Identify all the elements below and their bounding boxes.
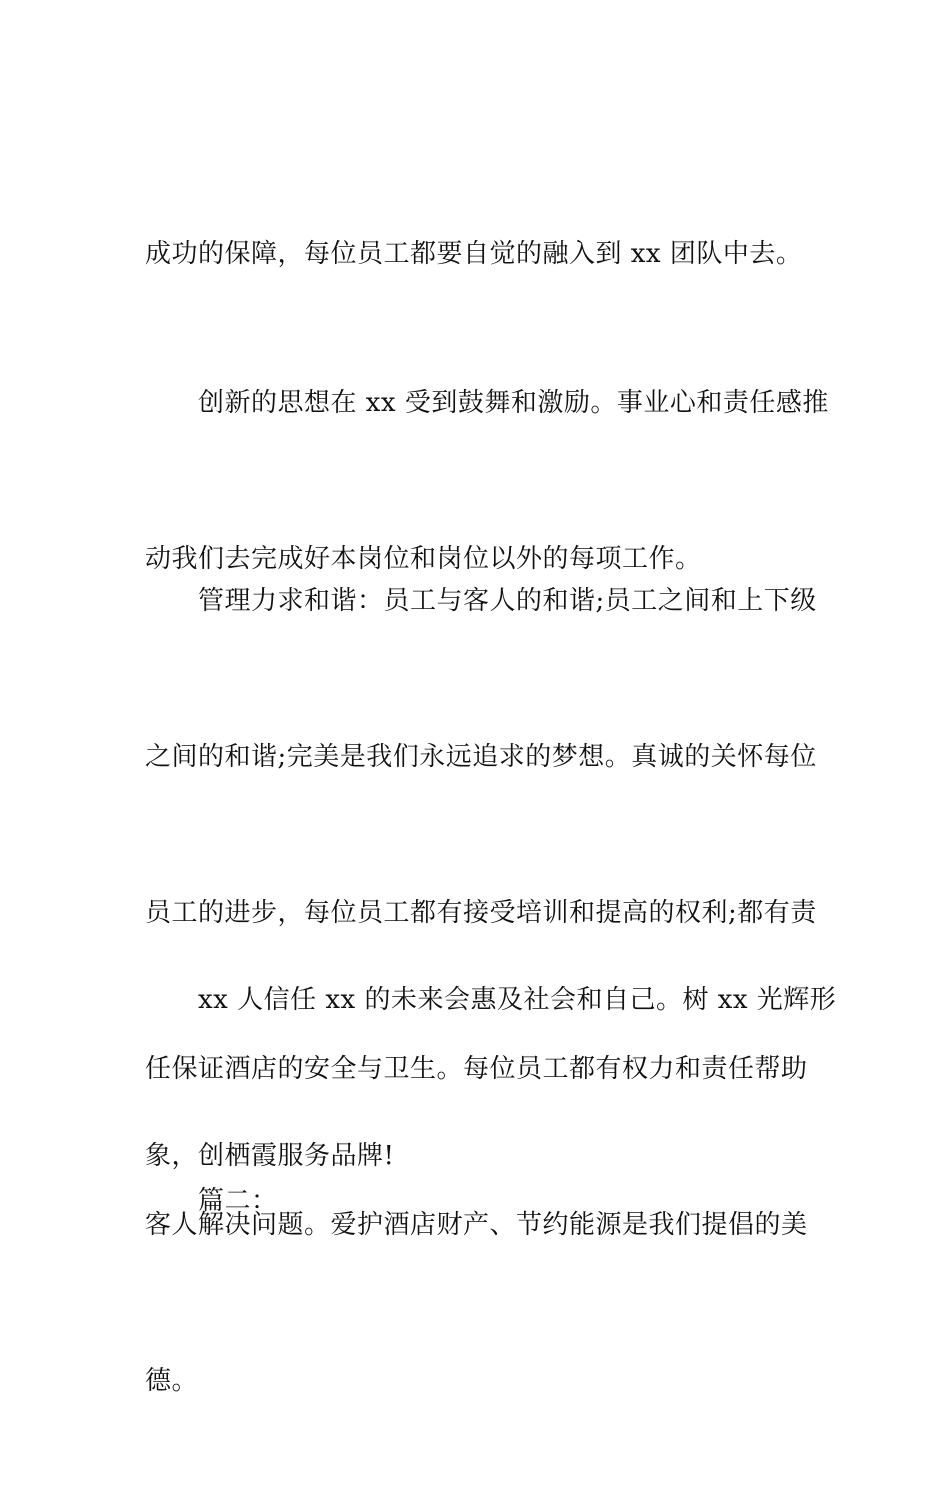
section-heading [145,1071,810,1331]
paragraph-line: 任保证酒店的安全与卫生。每位员工都有权力和责任帮助 [145,1054,808,1084]
paragraph-line: xx 人信任 xx 的未来会惠及社会和自己。树 xx 光辉形 [198,985,837,1015]
paragraph-line: 成功的保障，每位员工都要自觉的融入到 xx 团队中去。 [145,239,803,269]
paragraph-line: 之间的和谐;完美是我们永远追求的梦想。真诚的关怀每位 [145,742,817,772]
paragraph-line: 动我们去完成好本岗位和岗位以外的每项工作。 [145,544,702,574]
paragraph-line: 客人解决问题。爱护酒店财产、节约能源是我们提倡的美 [145,1210,808,1240]
paragraph-line: 德。 [145,1366,199,1396]
section-heading-label: 篇二： [198,1186,278,1216]
paragraph-line: 象，创栖霞服务品牌! [145,1141,395,1171]
paragraph-line: 员工的进步，每位员工都有接受培训和提高的权利;都有责 [145,898,817,928]
paragraph-line: 创新的思想在 xx 受到鼓舞和激励。事业心和责任感推 [198,388,829,418]
paragraph-line: 管理力求和谐：员工与客人的和谐;员工之间和上下级 [198,586,817,616]
